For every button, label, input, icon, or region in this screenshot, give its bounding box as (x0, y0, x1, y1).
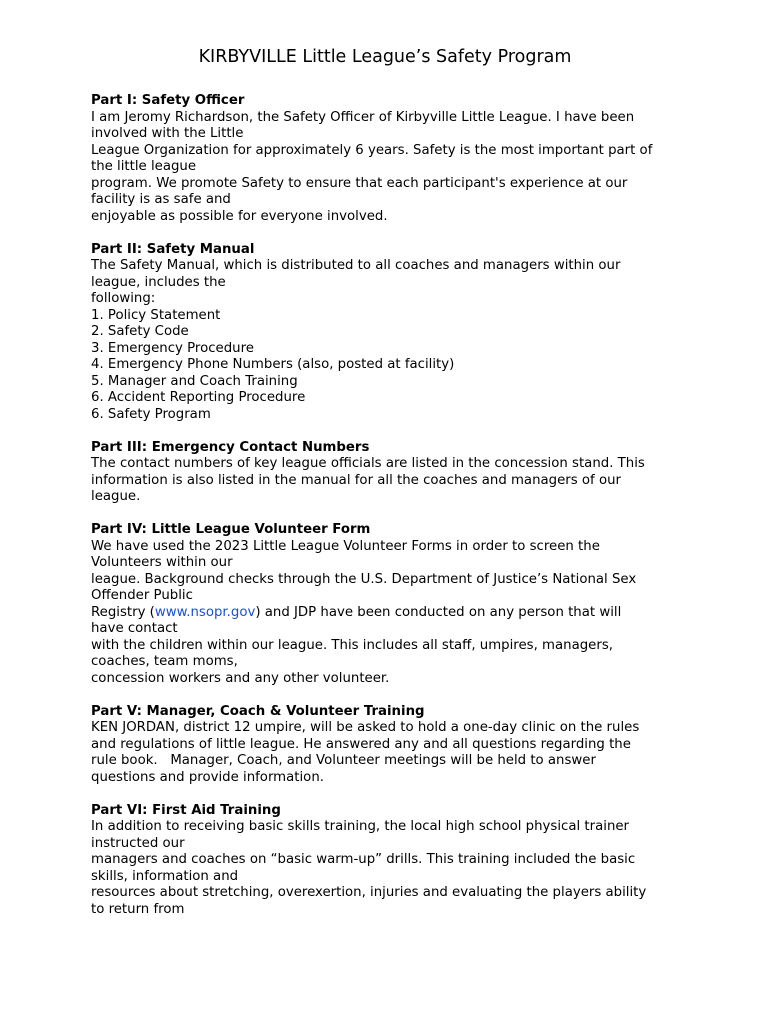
paragraph-line: KEN JORDAN, district 12 umpire, will be asked to hold a one-day clinic on the rules (91, 720, 640, 735)
paragraph-line: information is also listed in the manual for all the coaches and managers of our (91, 472, 621, 488)
paragraph-line: skills, information and (91, 868, 239, 884)
paragraph-line: Offender Public (91, 588, 193, 603)
section-training (91, 704, 691, 787)
section-heading: Part VI: First Aid Training (91, 802, 281, 818)
paragraph-line: facility is as safe and (91, 192, 231, 207)
paragraph-line: league. Background checks through the U.S. Department of Justice’s National Sex (91, 571, 637, 587)
paragraph-line: I am Jeromy Richardson, the Safety Officer of Kirbyville Little League. I have been (91, 109, 635, 125)
paragraph-line: league, includes the (91, 274, 226, 290)
paragraph-line: rule book. Manager, Coach, and Volunteer meetings will be held to answer (91, 753, 596, 768)
list-item: 6. Accident Reporting Procedure (91, 390, 306, 405)
paragraph-line: with the children within our league. This includes all staff, umpires, managers, (91, 637, 613, 653)
section-safety-officer (91, 93, 691, 225)
section-heading: Part IV: Little League Volunteer Form (91, 522, 371, 537)
paragraph-line: to return from (91, 901, 185, 917)
list-item: 1. Policy Statement (91, 307, 221, 323)
paragraph-line-with-link (91, 605, 691, 622)
paragraph-line: enjoyable as possible for everyone involved. (91, 208, 388, 224)
paragraph-line: following: (91, 291, 156, 306)
registry-suffix: ) and JDP have been conducted on any person that will (255, 604, 622, 620)
paragraph-line: managers and coaches on “basic warm-up” drills. This training included the basic (91, 852, 636, 867)
section-heading: Part II: Safety Manual (91, 241, 255, 257)
list-item: 3. Emergency Procedure (91, 340, 254, 356)
paragraph-line: questions and provide information. (91, 769, 324, 785)
paragraph-line: resources about stretching, overexertion, injuries and evaluating the players ability (91, 885, 647, 900)
paragraph-line: In addition to receiving basic skills training, the local high school physical trainer (91, 819, 630, 834)
document-title: KIRBYVILLE Little League’s Safety Program (198, 47, 572, 67)
nsopr-link[interactable]: www.nsopr.gov (154, 604, 256, 620)
paragraph-line: The contact numbers of key league officials are listed in the concession stand. This (91, 456, 645, 471)
list-item: 2. Safety Code (91, 324, 189, 339)
list-item: 6. Safety Program (91, 406, 211, 422)
paragraph-line: instructed our (91, 835, 185, 851)
list-item: 5. Manager and Coach Training (91, 373, 298, 389)
section-heading: Part III: Emergency Contact Numbers (91, 439, 370, 455)
paragraph-line: program. We promote Safety to ensure that each participant's experience at our (91, 175, 628, 191)
paragraph-line: and regulations of little league. He answered any and all questions regarding the (91, 736, 631, 752)
section-volunteer-form (91, 522, 691, 687)
paragraph-line: The Safety Manual, which is distributed to all coaches and managers within our (91, 258, 621, 273)
paragraph-line: Volunteers within our (91, 555, 233, 570)
paragraph-line: involved with the Little (91, 126, 244, 141)
paragraph-line: League Organization for approximately 6 years. Safety is the most important part of (91, 142, 653, 158)
paragraph-line: have contact (91, 621, 178, 636)
section-first-aid (91, 803, 691, 919)
section-heading: Part I: Safety Officer (91, 93, 245, 108)
list-item: 4. Emergency Phone Numbers (also, posted at facility) (91, 357, 455, 372)
paragraph-line: league. (91, 489, 141, 504)
paragraph-line: concession workers and any other volunteer. (91, 670, 390, 686)
paragraph-line: coaches, team moms, (91, 654, 238, 669)
document-body (91, 93, 691, 935)
section-safety-manual (91, 242, 691, 424)
registry-prefix: Registry ( (91, 604, 155, 620)
paragraph-line: the little league (91, 159, 197, 174)
section-emergency-contacts (91, 440, 691, 506)
paragraph-line: We have used the 2023 Little League Volunteer Forms in order to screen the (91, 538, 600, 554)
section-heading: Part V: Manager, Coach & Volunteer Training (91, 703, 425, 719)
